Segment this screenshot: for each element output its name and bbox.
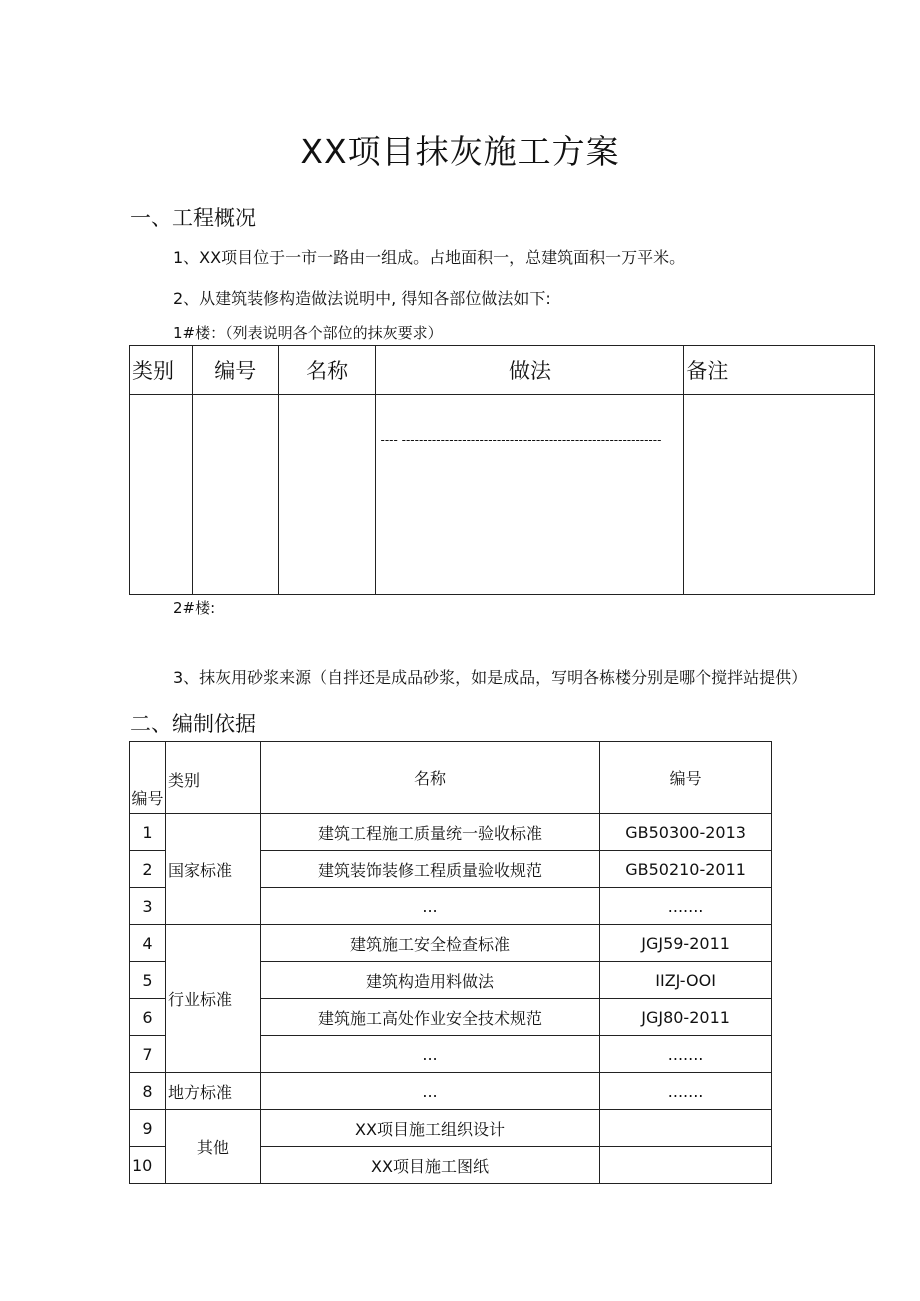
header-remarks: 备注: [684, 346, 875, 395]
row-name: 建筑工程施工质量统一验收标准: [260, 814, 599, 851]
cell-category: [130, 395, 193, 595]
row-code: GB50300-2013: [600, 814, 772, 851]
row-num: 10: [130, 1147, 166, 1184]
building1-label: 1#楼：（列表说明各个部位的抹灰要求）: [173, 324, 443, 342]
row-name: 建筑装饰装修工程质量验收规范: [260, 851, 599, 888]
header-code: 编号: [600, 742, 772, 814]
method-table-row: [130, 395, 875, 595]
row-num: 7: [130, 1036, 166, 1073]
method-placeholder-line: ---- ------------------------------------------------------------: [380, 433, 662, 447]
row-code: GB50210-2011: [600, 851, 772, 888]
row-name: XX项目施工组织设计: [260, 1110, 599, 1147]
header-num: 编号: [130, 742, 166, 814]
row-num: 2: [130, 851, 166, 888]
paragraph-2: 2、从建筑装修构造做法说明中, 得知各部位做法如下:: [173, 289, 551, 308]
paragraph-3: 3、抹灰用砂浆来源（自拌还是成品砂浆，如是成品，写明各栋楼分别是哪个搅拌站提供）: [173, 668, 808, 687]
method-table-header-row: [130, 346, 875, 395]
header-name: 名称: [278, 346, 376, 395]
row-num: 1: [130, 814, 166, 851]
header-name: 名称: [260, 742, 599, 814]
row-num: 3: [130, 888, 166, 925]
row-name: 建筑施工高处作业安全技术规范: [260, 999, 599, 1036]
row-code: JGJ59-2011: [600, 925, 772, 962]
category-local: 地方标准: [165, 1073, 260, 1110]
row-code: [600, 1147, 772, 1184]
header-category: 类别: [130, 346, 193, 395]
row-name: XX项目施工图纸: [260, 1147, 599, 1184]
row-num: 6: [130, 999, 166, 1036]
basis-table-header-row: [130, 742, 772, 814]
row-code: .......: [600, 1036, 772, 1073]
cell-number: [192, 395, 278, 595]
row-name: 建筑施工安全检查标准: [260, 925, 599, 962]
building2-label: 2#楼:: [173, 599, 216, 617]
row-code: .......: [600, 1073, 772, 1110]
table-row: [130, 1073, 772, 1110]
section1-heading: 一、工程概况: [130, 206, 256, 230]
row-name: ...: [260, 1073, 599, 1110]
table-row: [130, 1110, 772, 1147]
document-title: XX项目抹灰施工方案: [300, 132, 620, 171]
category-industry: 行业标准: [165, 925, 260, 1073]
header-number: 编号: [192, 346, 278, 395]
row-name: ...: [260, 888, 599, 925]
row-num: 8: [130, 1073, 166, 1110]
method-table: [129, 345, 875, 595]
category-national: 国家标准: [165, 814, 260, 925]
category-other: 其他: [165, 1110, 260, 1184]
header-method: 做法: [376, 346, 684, 395]
row-name: ...: [260, 1036, 599, 1073]
row-code: .......: [600, 888, 772, 925]
row-code: JGJ80-2011: [600, 999, 772, 1036]
cell-remarks: [684, 395, 875, 595]
row-num: 4: [130, 925, 166, 962]
cell-method: [376, 395, 684, 595]
table-row: [130, 814, 772, 851]
basis-table: [129, 741, 772, 1184]
row-num: 5: [130, 962, 166, 999]
table-row: [130, 925, 772, 962]
paragraph-1: 1、XX项目位于一市一路由一组成。占地面积一，总建筑面积一万平米。: [173, 248, 686, 267]
row-code: [600, 1110, 772, 1147]
row-name: 建筑构造用料做法: [260, 962, 599, 999]
row-num: 9: [130, 1110, 166, 1147]
header-cat: 类别: [165, 742, 260, 814]
section2-heading: 二、编制依据: [130, 712, 256, 736]
cell-name: [278, 395, 376, 595]
row-code: IIZJ-OOI: [600, 962, 772, 999]
